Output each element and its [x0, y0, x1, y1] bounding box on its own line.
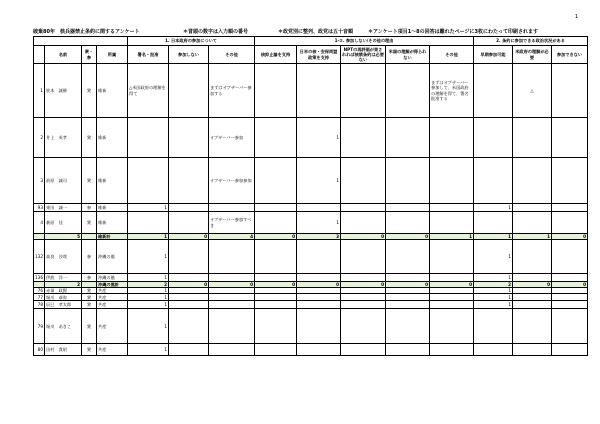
answer-cell [430, 204, 474, 212]
answer-cell [169, 344, 209, 356]
answer-cell [513, 309, 552, 344]
answer-cell [255, 118, 297, 158]
subtotal-value: 0 [552, 282, 588, 288]
answer-cell [169, 118, 209, 158]
answer-cell [341, 158, 386, 204]
answer-cell [386, 158, 430, 204]
answer-cell [297, 309, 341, 344]
header-note: ＊冒頭の数字は入力順の番号 [183, 29, 249, 35]
answer-cell [209, 240, 255, 274]
house-cell: 参 [82, 274, 97, 282]
column-header: 米国の理解が得られない [386, 46, 430, 64]
answer-cell [341, 301, 386, 309]
answer-cell: 1 [297, 212, 341, 234]
party-cell: 共産 [97, 301, 128, 309]
answer-cell [552, 118, 588, 158]
answer-cell [513, 344, 552, 356]
answer-cell [474, 64, 513, 118]
document-header [33, 28, 573, 36]
column-header: 日米の核・安保同盟政策を支持 [297, 46, 341, 64]
answer-cell [430, 240, 474, 274]
subtotal-value: 0 [169, 282, 209, 288]
answer-cell [169, 294, 209, 301]
house-cell: 衆 [82, 294, 97, 301]
answer-cell [255, 301, 297, 309]
answer-cell [513, 212, 552, 234]
answer-cell [169, 158, 209, 204]
table-row [34, 158, 588, 204]
answer-cell [430, 212, 474, 234]
answer-cell: 1 [297, 118, 341, 158]
subtotal-value: 0 [513, 282, 552, 288]
column-header: 名前 [45, 46, 82, 64]
answer-cell: △ [513, 64, 552, 118]
answer-cell [169, 212, 209, 234]
answer-cell [430, 274, 474, 282]
answer-cell [386, 204, 430, 212]
table-row [34, 301, 588, 309]
member-name: 前原 誠司 [45, 158, 82, 204]
answer-cell [386, 240, 430, 274]
member-name: 堀川 あきこ [45, 309, 82, 344]
house-cell: 衆 [82, 301, 97, 309]
table-row [34, 294, 588, 301]
answer-cell [552, 274, 588, 282]
answer-cell: オブザーバー参加参加 [209, 158, 255, 204]
answer-cell [341, 309, 386, 344]
subtotal-value: 3 [297, 234, 341, 240]
answer-cell [297, 344, 341, 356]
subtotal-count: 2 [45, 282, 82, 288]
answer-cell [209, 344, 255, 356]
answer-cell [341, 240, 386, 274]
subtotal-value: 0 [386, 282, 430, 288]
answer-cell [341, 64, 386, 118]
column-header: NPTの再評価が果されれば核禁条約は必要ない [342, 46, 384, 63]
answer-cell [255, 64, 297, 118]
row-number: 1 [34, 64, 45, 118]
row-number: 93 [34, 204, 45, 212]
answer-cell: 1 [128, 288, 169, 294]
answer-cell [255, 204, 297, 212]
answer-cell [386, 301, 430, 309]
row-number: 132 [34, 240, 45, 274]
answer-cell [552, 204, 588, 212]
answer-cell [297, 204, 341, 212]
column-header: その他 [430, 46, 474, 64]
answer-cell [386, 212, 430, 234]
house-cell: 衆 [82, 344, 97, 356]
answer-cell [386, 344, 430, 356]
subtotal-value: 1 [474, 234, 513, 240]
subtotal-value: 0 [169, 234, 209, 240]
column-header: 核抑止論を支持 [255, 46, 297, 64]
answer-cell: 1 [128, 240, 169, 274]
answer-cell: 1 [128, 309, 169, 344]
header-note: ＊アンケート項目1～8の回答は離れたページに3枚にわたって印刷されます [368, 29, 539, 35]
answer-cell [255, 240, 297, 274]
answer-cell [552, 64, 588, 118]
answer-cell [513, 118, 552, 158]
answer-cell [255, 158, 297, 204]
answer-cell [430, 118, 474, 158]
answer-cell [341, 204, 386, 212]
subtotal-value: 0 [430, 282, 474, 288]
answer-cell [474, 344, 513, 356]
member-name: 伊波 洋一 [45, 274, 82, 282]
answer-cell [552, 301, 588, 309]
answer-cell: 1 [128, 344, 169, 356]
answer-cell [128, 158, 169, 204]
column-header: 参加できない [552, 46, 588, 64]
column-header: 衆・参 [82, 46, 97, 64]
row-number: 80 [34, 344, 45, 356]
row-number: 76 [34, 288, 45, 294]
answer-cell [297, 274, 341, 282]
row-number: 136 [35, 275, 43, 281]
party-cell: 維新 [97, 212, 128, 234]
subtotal-value: 0 [255, 282, 297, 288]
answer-cell [513, 274, 552, 282]
answer-cell [552, 344, 588, 356]
member-name: 萩原 佳 [45, 212, 82, 234]
house-cell: 衆 [82, 309, 97, 344]
answer-cell [169, 240, 209, 274]
house-cell: 衆 [82, 158, 97, 204]
party-cell: 共産 [97, 288, 128, 294]
answer-cell [430, 344, 474, 356]
column-header: 所属 [97, 46, 128, 64]
answer-cell: 1 [128, 274, 169, 282]
party-cell: 維新 [97, 118, 128, 158]
answer-cell [386, 309, 430, 344]
answer-cell: オブザーバー参加 [209, 118, 255, 158]
column-header: 米政府の理解が必要 [513, 46, 552, 64]
answer-cell [430, 309, 474, 344]
answer-cell [209, 294, 255, 301]
answer-cell [169, 301, 209, 309]
subtotal-value: 2 [474, 282, 513, 288]
row-number: 4 [34, 212, 45, 234]
answer-cell [255, 212, 297, 234]
answer-cell [513, 301, 552, 309]
answer-cell [341, 118, 386, 158]
group-header: 1. 日本政府の参加について [128, 37, 255, 46]
answer-cell [552, 240, 588, 274]
subtotal-value: 0 [255, 234, 297, 240]
answer-cell [386, 294, 430, 301]
blank-cell [34, 37, 128, 46]
answer-cell: オブザーバー参加すべき [209, 212, 255, 234]
table-row [34, 64, 588, 118]
answer-cell: 1 [474, 274, 513, 282]
answer-cell: 1 [128, 294, 169, 301]
party-cell: 維新 [97, 158, 128, 204]
answer-cell: 1 [297, 158, 341, 204]
answer-cell: 1 [128, 301, 169, 309]
answer-cell [297, 64, 341, 118]
subtotal-value: 2 [128, 282, 169, 288]
member-name: 井上 英孝 [45, 118, 82, 158]
answer-cell [430, 294, 474, 301]
subtotal-count: 5 [45, 234, 82, 240]
member-name: 笹本 誠勝 [45, 64, 82, 118]
member-name: 高良 沙哉 [45, 240, 82, 274]
answer-cell [513, 158, 552, 204]
header-note: ＊政党別に整列、政党は五十音順 [278, 29, 354, 35]
answer-cell [474, 212, 513, 234]
answer-cell [341, 294, 386, 301]
column-header: 署名・批准 [128, 46, 169, 64]
group-header: 1-②. 参加しない/その他の理由 [255, 37, 474, 46]
answer-cell [169, 309, 209, 344]
answer-cell [255, 344, 297, 356]
house-cell: 参 [82, 240, 97, 274]
subtotal-label: 維新計 [97, 234, 128, 240]
answer-cell [474, 158, 513, 204]
table-row [34, 204, 588, 212]
subtotal-value: 1 [430, 234, 474, 240]
answer-cell: まずはオブザーバー参加して、米国政府の理解を得て、署名批准する [430, 64, 474, 118]
answer-cell [255, 294, 297, 301]
answer-cell [552, 212, 588, 234]
no-header [34, 46, 45, 64]
subtotal-label: 沖縄の風計 [97, 282, 128, 288]
answer-cell [209, 274, 255, 282]
answer-cell [552, 309, 588, 344]
house-cell: 衆 [82, 118, 97, 158]
answer-cell [255, 309, 297, 344]
table-row [34, 118, 588, 158]
answer-cell [209, 204, 255, 212]
answer-cell [128, 212, 169, 234]
table-row [34, 309, 588, 344]
subtotal-value: 0 [341, 282, 386, 288]
subtotal-value: 4 [209, 234, 255, 240]
answer-cell [513, 240, 552, 274]
member-name: 赤嶺 政賢 [45, 288, 82, 294]
answer-cell: 1 [128, 204, 169, 212]
row-number: 77 [34, 294, 45, 301]
house-cell: 衆 [82, 212, 97, 234]
subtotal-value: 0 [209, 282, 255, 288]
answer-cell: 1 [474, 240, 513, 274]
answer-cell [297, 301, 341, 309]
answer-cell [169, 274, 209, 282]
answer-cell [209, 301, 255, 309]
answer-cell: 1 [474, 301, 513, 309]
party-cell: 沖縄の風 [97, 274, 128, 282]
answer-cell: 1 [474, 204, 513, 212]
party-cell: 維新 [97, 64, 128, 118]
answer-cell [128, 118, 169, 158]
party-cell: 共産 [97, 344, 128, 356]
row-number: 3 [34, 158, 45, 204]
house-cell: 参 [82, 204, 97, 212]
answer-cell [552, 158, 588, 204]
answer-cell [297, 240, 341, 274]
subtotal-value: 1 [128, 234, 169, 240]
house-cell: 衆 [82, 64, 97, 118]
answer-cell [341, 274, 386, 282]
subtotal-value: 0 [552, 234, 588, 240]
answer-cell [297, 294, 341, 301]
answer-cell [255, 274, 297, 282]
answer-cell [386, 118, 430, 158]
member-name: 堀川 恭弥 [45, 294, 82, 301]
party-cell: 共産 [97, 309, 128, 344]
table-row [34, 274, 588, 282]
answer-cell: まずはオブザーバー参加する [209, 64, 255, 118]
column-header: 参加しない [169, 46, 209, 64]
answer-cell [513, 204, 552, 212]
answer-cell [169, 64, 209, 118]
survey-table [33, 36, 588, 356]
answer-cell: 1 [474, 288, 513, 294]
answer-cell [341, 344, 386, 356]
subtotal-value: 0 [386, 234, 430, 240]
answer-cell [386, 64, 430, 118]
table-row [34, 344, 588, 356]
answer-cell [552, 294, 588, 301]
row-number: 2 [34, 118, 45, 158]
table-row [34, 212, 588, 234]
answer-cell [169, 204, 209, 212]
answer-cell [386, 274, 430, 282]
party-cell: 共産 [97, 294, 128, 301]
party-cell: 維新 [97, 204, 128, 212]
subtotal-value: 0 [297, 282, 341, 288]
member-name: 田村 貴昭 [45, 344, 82, 356]
answer-cell: 1 [474, 294, 513, 301]
answer-cell [430, 301, 474, 309]
member-name: 東田 誠一 [45, 204, 82, 212]
answer-cell [430, 158, 474, 204]
row-number: 78 [34, 301, 45, 309]
member-name: 辰巳 孝太郎 [45, 301, 82, 309]
table-row [34, 240, 588, 274]
column-header: その他 [209, 46, 255, 64]
answer-cell [474, 309, 513, 344]
page-number: 1 [574, 14, 578, 20]
subtotal-value: 1 [513, 234, 552, 240]
answer-cell [341, 212, 386, 234]
answer-cell [474, 118, 513, 158]
answer-cell [513, 294, 552, 301]
row-number: 79 [34, 309, 45, 344]
subtotal-value: 0 [341, 234, 386, 240]
group-header: 2. 条約に参加できる政治状況がある [474, 37, 588, 46]
answer-cell [209, 309, 255, 344]
house-cell: 衆 [82, 288, 97, 294]
answer-cell: △米国政府の理解を得て [128, 64, 169, 118]
party-cell: 沖縄の風 [97, 240, 128, 274]
document-title: 破棄80年 核兵器禁止条約に関するアンケート [33, 29, 140, 35]
column-header: 早期参加可能 [474, 46, 513, 64]
